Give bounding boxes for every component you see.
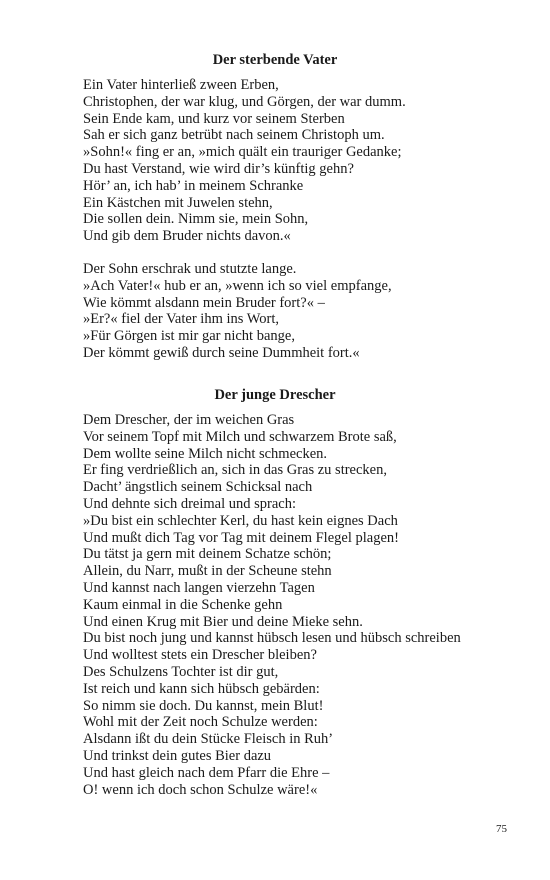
verse-line: Der kömmt gewiß durch seine Dummheit fort.« [83,344,360,361]
verse-line: Dacht’ ängstlich seinem Schicksal nach [83,479,313,496]
verse-line: Hör’ an, ich hab’ in meinem Schranke [83,177,304,194]
verse-line: Wohl mit der Zeit noch Schulze werden: [83,714,318,731]
verse-line: Die sollen dein. Nimm sie, mein Sohn, [83,211,309,228]
verse-line: Sah er sich ganz betrübt nach seinem Christoph um. [83,127,385,144]
stanza [83,412,543,798]
stanza [83,261,543,362]
verse-line: Und gib dem Bruder nichts davon.« [83,228,291,245]
verse-line: Ein Vater hinterließ zween Erben, [83,77,279,93]
verse-line: Und hast gleich nach dem Pfarr die Ehre – [83,764,330,781]
verse-line: Er fing verdrießlich an, sich in das Gras zu strecken, [83,462,387,479]
verse-line: »Er?« fiel der Vater ihm ins Wort, [83,311,280,328]
verse-line: Ein Kästchen mit Juwelen stehn, [83,194,273,211]
verse-line: Und mußt dich Tag vor Tag mit deinem Flegel plagen! [83,529,399,546]
verse-line: Und trinkst dein gutes Bier dazu [83,747,272,764]
verse-line: Vor seinem Topf mit Milch und schwarzem Brote saß, [83,428,397,445]
verse-line: »Für Görgen ist mir gar nicht bange, [83,328,295,345]
verse-line: Des Schulzens Tochter ist dir gut, [83,663,279,680]
verse-line: Und dehnte sich dreimal und sprach: [83,495,297,512]
verse-line: O! wenn ich doch schon Schulze wäre!« [83,781,318,798]
verse-line: Du bist noch jung und kannst hübsch lesen und hübsch schreiben [83,630,461,647]
verse-line: Und einen Krug mit Bier und deine Mieke sehn. [83,613,363,630]
verse-line: Wie kömmt alsdann mein Bruder fort?« – [83,294,325,311]
verse-line: Sein Ende kam, und kurz vor seinem Sterben [83,110,345,127]
verse-line: Ist reich und kann sich hübsch gebärden: [83,680,320,697]
verse-line: Allein, du Narr, mußt in der Scheune stehn [83,563,332,580]
stanza [83,77,543,245]
verse-line: »Du bist ein schlechter Kerl, du hast kein eignes Dach [83,512,398,529]
verse-line: »Ach Vater!« hub er an, »wenn ich so viel empfange, [83,277,392,294]
verse-line: Dem wollte seine Milch nicht schmecken. [83,445,328,462]
verse-line: Du tätst ja gern mit deinem Schatze schön; [83,546,332,563]
verse-line: So nimm sie doch. Du kannst, mein Blut! [83,697,324,714]
page-number: 75 [496,823,507,835]
verse-line: »Sohn!« fing er an, »mich quält ein trauriger Gedanke; [83,144,402,161]
verse-line: Du hast Verstand, wie wird dir’s künftig gehn? [83,160,354,177]
verse-line: Und wolltest stets ein Drescher bleiben? [83,647,317,664]
verse-line: Dem Drescher, der im weichen Gras [83,412,295,428]
verse-line: Und kannst nach langen vierzehn Tagen [83,579,315,596]
poem-title: Der junge Drescher [214,387,336,403]
verse-line: Der Sohn erschrak und stutzte lange. [83,261,297,277]
verse-line: Christophen, der war klug, und Görgen, der war dumm. [83,93,406,110]
verse-line: Kaum einmal in die Schenke gehn [83,596,283,613]
poem-title: Der sterbende Vater [212,52,338,68]
verse-line: Alsdann ißt du dein Stücke Fleisch in Ruh’ [83,731,334,748]
